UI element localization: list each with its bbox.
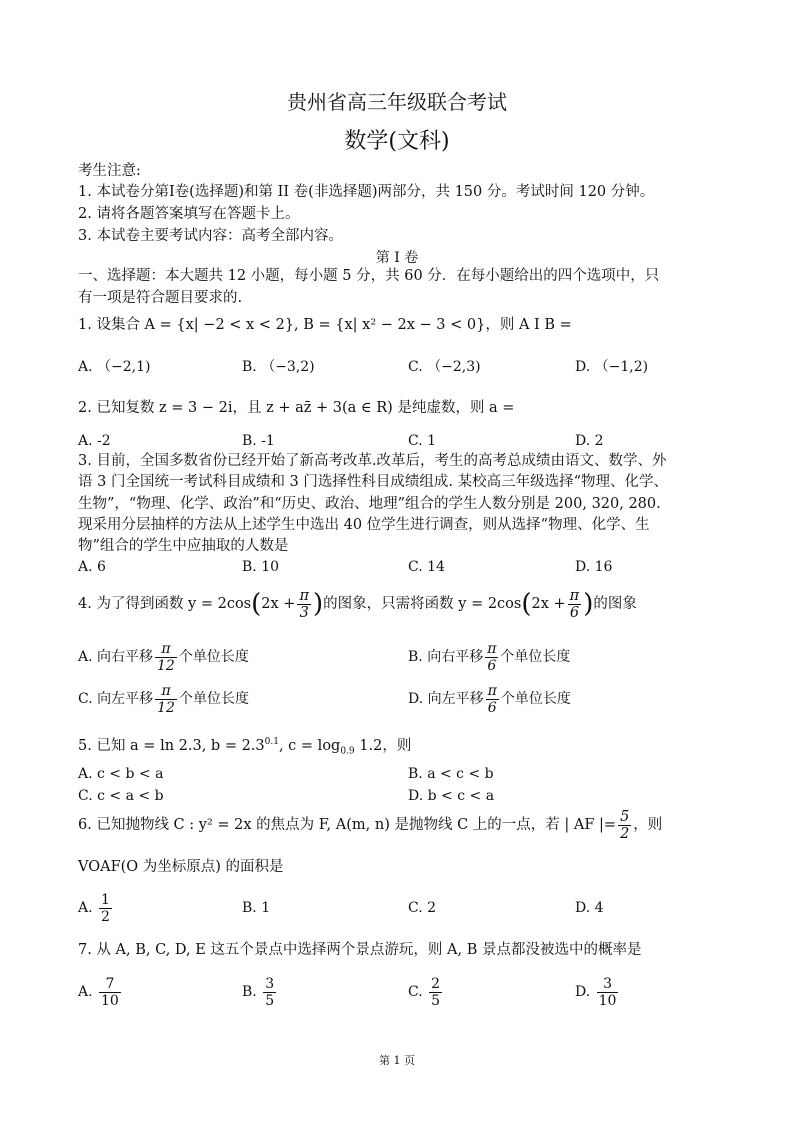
q5-stem (78, 733, 411, 761)
q5-stem-start: 5. 已知 a = ln 2.3, b = 2.3 (78, 737, 265, 754)
q4-option-d (408, 680, 571, 718)
q6-oa-den: 2 (101, 908, 110, 925)
q7-stem: 7. 从 A, B, C, D, E 这五个景点中选择两个景点游玩，则 A, B 景点都没被选中的概率是 (78, 942, 642, 958)
q4-paren-close-1: ) (313, 589, 324, 619)
q6-line-2: VOAF(O 为坐标原点) 的面积是 (78, 859, 284, 875)
q2-stem: 2. 已知复数 z = 3 − 2i，且 z + az̄ + 3(a ∈ R) 是纯虚数，则 a = (78, 400, 515, 416)
q3-line-1: 3. 目前，全国多数省份已经开始了新高考改革.改革后，考生的高考总成绩由语文、数学、外 (78, 453, 667, 469)
q3-line-4: 现采用分层抽样的方法从上述学生中选出 40 位学生进行调查，则从选择“物理、化学、生 (78, 517, 650, 533)
q6-frac-num: 5 (620, 808, 630, 825)
q4-stem (78, 584, 637, 624)
note-item-3: 3. 本试卷主要考试内容：高考全部内容。 (78, 228, 343, 244)
q5-option-d: D. b < c < a (408, 788, 495, 804)
q4-option-d-unit: 个单位长度 (500, 691, 571, 707)
q6-option-c: C. 2 (408, 900, 437, 916)
q6-fraction (618, 809, 631, 842)
section-line-2: 有一项是符合题目要求的. (78, 290, 243, 306)
q7-option-d (575, 973, 620, 1011)
q6-stem-start: 6. 已知抛物线 C : y² = 2x 的焦点为 F, A(m, n) 是抛物线 C 上的一点，若 | AF |= (78, 817, 617, 833)
q4-middle: 的图象，只需将函数 y = 2cos (323, 596, 522, 612)
q7-ob-den: 5 (265, 992, 275, 1009)
q1-option-d: D. （−1,2) (575, 359, 649, 375)
q7-option-c-label: C. (408, 984, 423, 1000)
q4-ob-den: 6 (487, 657, 497, 674)
q4-option-b-unit: 个单位长度 (500, 649, 571, 665)
exam-subtitle: 数学(文科) (344, 129, 450, 154)
q7-option-b-label: B. (242, 984, 257, 1000)
q4-frac2-num: π (569, 587, 580, 604)
q4-fraction-1 (297, 588, 311, 621)
q3-line-2: 语 3 门全国统一考试科目成绩和 3 门选择性科目成绩组成. 某校高三年级选择“物理、化学、 (78, 474, 669, 490)
q7-od-den: 10 (598, 992, 617, 1009)
q4-arg-1: 2x + (261, 596, 296, 612)
q7-option-a-label: A. (78, 984, 93, 1000)
q2-option-c: C. 1 (408, 433, 437, 449)
q4-suffix: 的图象 (593, 596, 637, 612)
q4-fraction-2 (568, 588, 582, 621)
q4-option-c-label: C. 向左平移 (78, 691, 154, 707)
notes-heading: 考生注意: (78, 163, 141, 179)
q1-option-a: A. （−2,1) (78, 359, 151, 375)
q7-oa-den: 10 (101, 992, 119, 1009)
note-item-2: 2. 请将各题答案填写在答题卡上。 (78, 206, 300, 222)
q1-option-b: B. （−3,2) (242, 359, 315, 375)
q2-option-a: A. -2 (78, 433, 111, 449)
q7-od-num: 3 (597, 976, 619, 993)
q4-oc-num: π (155, 683, 177, 700)
q4-arg-2: 2x + (531, 596, 566, 612)
q4-od-num: π (487, 682, 497, 699)
q5-exponent: 0.1 (264, 737, 279, 747)
q1-stem: 1. 设集合 A = {x| −2 < x < 2}, B = {x| x² − 2x − 3 < 0}，则 A I B = (78, 317, 572, 333)
part-label: 第 I 卷 (375, 250, 419, 266)
q5-stem-mid: , c = log (278, 737, 341, 754)
q4-option-b-fraction (485, 641, 498, 674)
q7-option-c (408, 973, 444, 1011)
q3-line-5: 物”组合的学生中应抽取的人数是 (78, 538, 289, 554)
q6-option-d: D. 4 (575, 900, 604, 916)
q6-option-a (78, 889, 114, 927)
q4-od-den: 6 (487, 699, 497, 716)
q4-frac1-num: π (299, 587, 309, 604)
exam-title: 贵州省高三年级联合考试 (287, 90, 507, 114)
q4-frac1-den: 3 (299, 604, 309, 621)
q4-option-a-fraction (155, 641, 177, 674)
q3-option-b: B. 10 (242, 559, 280, 575)
q7-option-d-fraction (597, 976, 619, 1009)
q5-log-base: 0.9 (340, 746, 355, 757)
q4-option-c (78, 680, 249, 718)
section-line-1: 一、选择题：本大题共 12 小题，每小题 5 分，共 60 分．在每小题给出的四个选项中，只 (78, 268, 660, 284)
q4-option-c-fraction (155, 683, 177, 716)
q4-option-a (78, 638, 249, 676)
q2-option-d: D. 2 (575, 433, 604, 449)
q4-oa-num: π (155, 641, 177, 658)
page-footer: 第 1 页 (379, 1054, 415, 1067)
q4-option-d-fraction (486, 683, 499, 716)
q6-frac-den: 2 (620, 825, 630, 842)
q7-ob-num: 3 (265, 975, 275, 992)
q6-stem (78, 806, 662, 844)
q6-option-a-fraction (99, 892, 112, 925)
q4-ob-num: π (487, 640, 497, 657)
q4-prefix: 4. 为了得到函数 y = 2cos (78, 596, 252, 612)
q7-oc-num: 2 (431, 975, 441, 992)
q7-option-b (242, 973, 278, 1011)
q6-stem-end: ，则 (633, 817, 663, 833)
q4-option-b (408, 638, 570, 676)
q3-option-a: A. 6 (78, 559, 106, 575)
q1-option-c: C. （−2,3) (408, 359, 481, 375)
q7-option-a (78, 973, 123, 1011)
q4-option-d-label: D. 向左平移 (408, 691, 484, 707)
q4-option-a-unit: 个单位长度 (178, 649, 249, 665)
q6-oa-num: 1 (101, 891, 110, 908)
q4-oa-den: 12 (157, 657, 175, 674)
q4-paren-close-2: ) (583, 589, 594, 619)
q4-option-c-unit: 个单位长度 (178, 691, 249, 707)
q7-oa-num: 7 (99, 976, 121, 993)
q7-option-c-fraction (429, 976, 442, 1009)
q7-oc-den: 5 (431, 992, 441, 1009)
q3-line-3: 生物”，“物理、化学、政治”和“历史、政治、地理”组合的学生人数分别是 200, 320, 280. (78, 496, 661, 512)
q4-option-a-label: A. 向右平移 (78, 649, 154, 665)
q6-option-b: B. 1 (242, 900, 271, 916)
q4-paren-open-2: ( (521, 589, 532, 619)
q5-stem-end: 1.2，则 (354, 737, 412, 754)
q3-option-c: C. 14 (408, 559, 445, 575)
note-item-1: 1. 本试卷分第Ⅰ卷(选择题)和第 II 卷(非选择题)两部分，共 150 分。考试时间 120 分钟。 (78, 184, 655, 200)
q7-option-d-label: D. (575, 984, 591, 1000)
q6-option-a-label: A. (78, 900, 93, 916)
q4-oc-den: 12 (157, 699, 175, 716)
q7-option-b-fraction (263, 976, 276, 1009)
q4-option-b-label: B. 向右平移 (408, 649, 484, 665)
q2-option-b: B. -1 (242, 433, 275, 449)
q7-option-a-fraction (99, 976, 121, 1009)
q5-option-b: B. a < c < b (408, 766, 494, 782)
q3-option-d: D. 16 (575, 559, 613, 575)
q5-option-c: C. c < a < b (78, 788, 164, 804)
q4-paren-open-1: ( (251, 589, 262, 619)
q5-option-a: A. c < b < a (78, 766, 164, 782)
q4-frac2-den: 6 (569, 604, 580, 621)
